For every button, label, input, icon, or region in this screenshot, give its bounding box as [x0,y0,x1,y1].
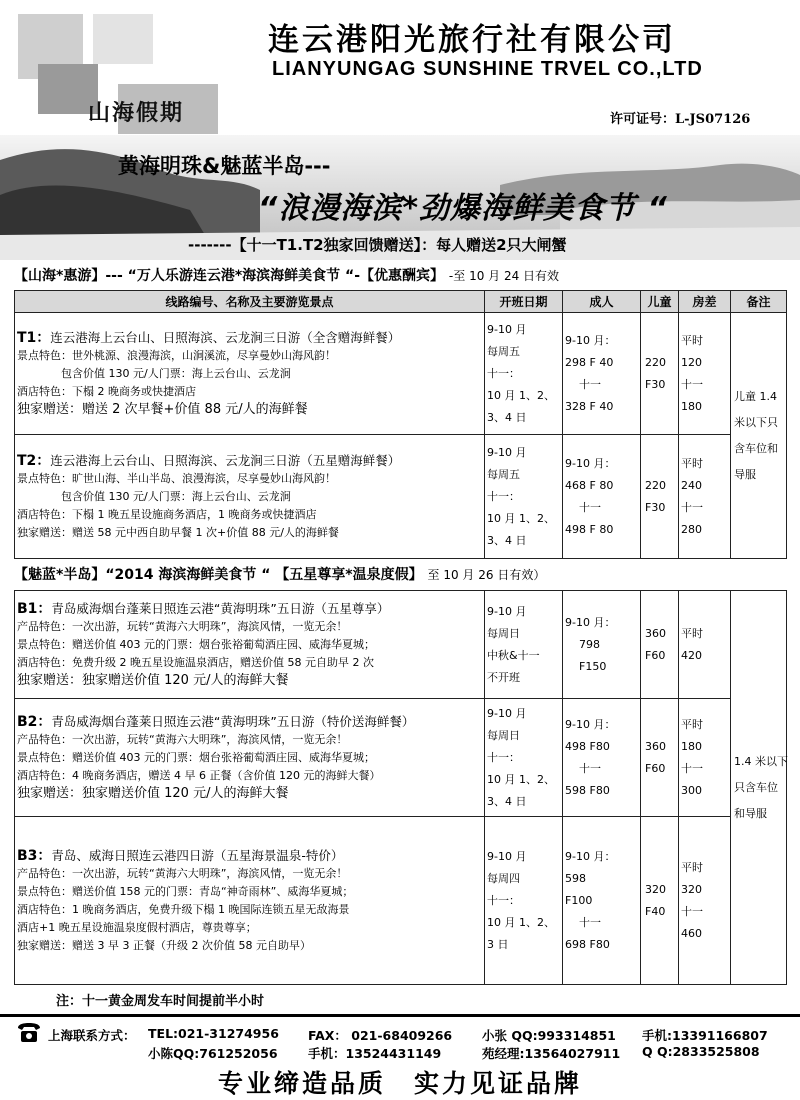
route-line: 产品特色：一次出游，玩转“黄海六大明珠”，海滨风情，一览无余！ [17,619,348,633]
remark-cell [731,591,787,985]
price-line: 120 [681,355,702,369]
price-line: 300 [681,783,702,797]
route-gift: 独家赠送：赠送 2 次早餐+价值 88 元/人的海鲜餐 [17,401,308,417]
section1-validity: -至 10 月 24 日有效 [448,269,560,283]
company-name-cn: 连云港阳光旅行社有限公司 [268,22,676,58]
route-code: T1： [17,329,51,346]
room-diff-cell [679,591,731,699]
route-line: 景点特色：赠送价值 403 元的门票：烟台张裕葡萄酒庄园、威海华夏城； [17,637,375,651]
dates-cell [485,699,563,817]
price-line: 420 [681,648,702,662]
dates-cell [485,435,563,559]
brand-logo [18,14,228,140]
section2-title: 【魅蓝*半岛】“2014 海滨海鲜美食节 “ 【五星尊享*温泉度假】 [14,567,423,583]
contact-mobile-2: 手机：13524431149 [308,1046,442,1061]
date-line: 9-10 月 [487,604,527,618]
route-line: 景点特色：赠送价值 158 元的门票：青岛“神奇雨林”、威海华夏城； [17,884,354,898]
route-cell [15,699,485,817]
date-line: 10 月 1、2、 [487,772,555,786]
price-line: 平时 [681,860,703,874]
col-room: 房差 [679,291,731,313]
price-line: F150 [579,659,607,673]
slogan: 专业缔造品质 实力见证品牌 [217,1069,582,1098]
table-row [15,591,787,699]
remark-cell [731,313,787,559]
price-line: 298 F 40 [565,355,614,369]
price-line: F30 [645,500,666,514]
date-line: 十一： [487,750,520,764]
price-line: 十一 [579,500,601,514]
adult-price-cell [563,435,641,559]
date-line: 每周日 [487,728,520,742]
price-line: 328 F 40 [565,399,614,413]
date-line: 十一： [487,489,520,503]
date-line: 每周日 [487,626,520,640]
departure-note: 注：十一黄金周发车时间提前半小时 [56,994,265,1009]
price-line: 460 [681,926,702,940]
price-line: 498 F 80 [565,522,614,536]
price-line: F40 [645,904,666,918]
route-line: 产品特色：一次出游，玩转“黄海六大明珠”，海滨风情，一览无余！ [17,866,348,880]
table-header-row [15,291,787,313]
price-line: 598 [565,871,586,885]
price-line: 平时 [681,626,703,640]
room-diff-cell [679,313,731,435]
price-line: 9-10 月： [565,456,616,470]
room-diff-cell [679,817,731,985]
logo-text: 山海假期 [88,100,185,126]
price-line: 280 [681,522,702,536]
price-line: F100 [565,893,593,907]
date-line: 3 日 [487,937,509,951]
table-row [15,435,787,559]
route-code: B2： [17,713,52,730]
route-line: 景点特色：世外桃源、浪漫海滨，山涧溪流，尽享曼妙山海风韵！ [17,348,336,362]
contact-chen-qq: 小陈QQ:761252056 [148,1046,278,1061]
route-cell [15,313,485,435]
contact-label: 上海联系方式： [48,1028,136,1043]
license-number: 许可证号：L-JS07126 [610,112,751,127]
price-line: F30 [645,377,666,391]
contact-fax: FAX： 021-68409266 [308,1028,453,1043]
route-gift: 独家赠送：独家赠送价值 120 元/人的海鲜大餐 [17,672,289,688]
dates-cell [485,817,563,985]
price-line: 180 [681,739,702,753]
remark-line: 含车位和 [734,441,778,455]
contact-manager: 苑经理:13564027911 [482,1046,621,1061]
route-gift: 独家赠送：独家赠送价值 120 元/人的海鲜大餐 [17,785,289,801]
price-line: 十一 [579,915,601,929]
route-line: 景点特色：赠送价值 403 元的门票：烟台张裕葡萄酒庄园、威海华夏城； [17,750,375,764]
date-line: 9-10 月 [487,322,527,336]
tour-table-2 [14,590,787,985]
tour-table-1 [14,290,787,559]
route-line: 酒店特色：4 晚商务酒店，赠送 4 早 6 正餐（含价值 120 元的海鲜大餐） [17,768,381,782]
price-line: 468 F 80 [565,478,614,492]
price-line: F60 [645,761,666,775]
route-code: B1： [17,600,52,617]
child-price-cell [641,591,679,699]
price-line: 平时 [681,333,703,347]
route-code: T2： [17,452,51,469]
child-price-cell [641,313,679,435]
route-title: 连云港海上云台山、日照海滨、云龙涧三日游（全含赠海鲜餐） [50,329,401,345]
route-title: 青岛威海烟台蓬莱日照连云港“黄海明珠”五日游（五星尊享） [51,600,390,616]
route-line: 产品特色：一次出游，玩转“黄海六大明珠”，海滨风情，一览无余！ [17,732,348,746]
date-line: 每周五 [487,344,520,358]
date-line: 10 月 1、2、 [487,915,555,929]
contact-mobile-1: 手机:13391166807 [642,1028,768,1043]
date-line: 10 月 1、2、 [487,511,555,525]
price-line: 十一 [681,761,703,775]
phone-icon [16,1022,42,1044]
date-line: 十一： [487,893,520,907]
price-line: 498 F80 [565,739,610,753]
route-cell [15,817,485,985]
price-line: 十一 [579,761,601,775]
remark-line: 只含车位 [734,780,778,794]
route-title: 青岛、威海日照连云港四日游（五星海景温泉-特价） [51,847,344,863]
remark-line: 和导服 [734,806,767,820]
table-row [15,817,787,985]
price-line: 220 [645,478,666,492]
price-line: 320 [645,882,666,896]
adult-price-cell [563,817,641,985]
adult-price-cell [563,313,641,435]
price-line: 240 [681,478,702,492]
price-line: 9-10 月： [565,615,616,629]
banner-promo: -------【十一T1.T2独家回馈赠送】：每人赠送2只大闸蟹 [188,236,567,254]
table-row [15,699,787,817]
section2-header [14,563,786,587]
date-line: 9-10 月 [487,445,527,459]
col-dates: 开班日期 [485,291,563,313]
col-adult: 成人 [563,291,641,313]
route-title: 青岛威海烟台蓬莱日照连云港“黄海明珠”五日游（特价送海鲜餐） [51,713,415,729]
remark-line: 米以下只 [734,415,778,429]
route-cell [15,435,485,559]
price-line: 平时 [681,456,703,470]
price-line: 698 F80 [565,937,610,951]
route-line: 酒店特色：1 晚商务酒店，免费升级下榻 1 晚国际连锁五星无敌海景 [17,902,350,916]
date-line: 中秋&十一 [487,648,540,662]
section1-title: 【山海*惠游】--- “万人乐游连云港*海滨海鲜美食节 “-【优惠酬宾】 [14,268,445,284]
route-line: 景点特色：旷世山海、半山半岛、浪漫海滨，尽享曼妙山海风韵！ [17,471,336,485]
remark-line: 导服 [734,467,756,481]
date-line: 每周四 [487,871,520,885]
price-line: 十一 [681,500,703,514]
remark-line: 儿童 1.4 [734,389,777,403]
price-line: 360 [645,626,666,640]
price-line: 180 [681,399,702,413]
contact-zhang-qq: 小张 QQ:993314851 [482,1028,616,1043]
room-diff-cell [679,699,731,817]
price-line: 220 [645,355,666,369]
route-line: 酒店+1 晚五星设施温泉度假村酒店，尊贵尊享； [17,920,257,934]
route-line: 酒店特色：下榻 1 晚五星设施商务酒店，1 晚商务或快捷酒店 [17,507,317,521]
route-title: 连云港海上云台山、日照海滨、云龙涧三日游（五星赠海鲜餐） [50,452,401,468]
adult-price-cell [563,699,641,817]
col-route: 线路编号、名称及主要游览景点 [15,291,485,313]
room-diff-cell [679,435,731,559]
banner-headline: “浪漫海滨*劲爆海鲜美食节 “ [258,191,668,226]
route-gift: 独家赠送：赠送 58 元中西自助早餐 1 次+价值 88 元/人的海鲜餐 [17,525,339,539]
date-line: 十一： [487,366,520,380]
adult-price-cell [563,591,641,699]
route-line: 酒店特色：免费升级 2 晚五星设施温泉酒店，赠送价值 58 元自助早 2 次 [17,655,374,669]
remark-line: 1.4 米以下 [734,754,788,768]
dates-cell [485,313,563,435]
price-line: 598 F80 [565,783,610,797]
dates-cell [485,591,563,699]
date-line: 3、4 日 [487,533,527,547]
table-row [15,313,787,435]
company-name-en: LIANYUNGAG SUNSHINE TRVEL CO.,LTD [272,58,703,80]
price-line: 十一 [681,904,703,918]
child-price-cell [641,435,679,559]
section1-header [14,264,786,288]
price-line: 9-10 月： [565,333,616,347]
route-gift: 独家赠送：赠送 3 早 3 正餐（升级 2 次价值 58 元自助早） [17,938,311,952]
col-child: 儿童 [641,291,679,313]
route-cell [15,591,485,699]
price-line: 9-10 月： [565,849,616,863]
date-line: 每周五 [487,467,520,481]
price-line: 9-10 月： [565,717,616,731]
price-line: 十一 [579,377,601,391]
price-line: 360 [645,739,666,753]
banner-title: 黄海明珠&魅蓝半岛--- [118,154,331,178]
contact-qq-2: Q Q:2833525808 [642,1044,760,1059]
price-line: 十一 [681,377,703,391]
col-remark: 备注 [731,291,787,313]
date-line: 3、4 日 [487,794,527,808]
date-line: 10 月 1、2、 [487,388,555,402]
route-code: B3： [17,847,52,864]
date-line: 不开班 [487,670,520,684]
section2-validity: 至 10 月 26 日有效） [427,568,546,582]
date-line: 9-10 月 [487,849,527,863]
date-line: 3、4 日 [487,410,527,424]
child-price-cell [641,699,679,817]
route-line: 包含价值 130 元/人门票：海上云台山、云龙涧 [17,489,291,503]
price-line: 平时 [681,717,703,731]
date-line: 9-10 月 [487,706,527,720]
price-line: F60 [645,648,666,662]
price-line: 320 [681,882,702,896]
divider [0,1014,800,1017]
price-line: 798 [579,637,600,651]
contact-tel: TEL:021-31274956 [148,1026,279,1041]
route-line: 包含价值 130 元/人门票：海上云台山、云龙涧 [17,366,291,380]
child-price-cell [641,817,679,985]
route-line: 酒店特色：下榻 2 晚商务或快捷酒店 [17,384,196,398]
